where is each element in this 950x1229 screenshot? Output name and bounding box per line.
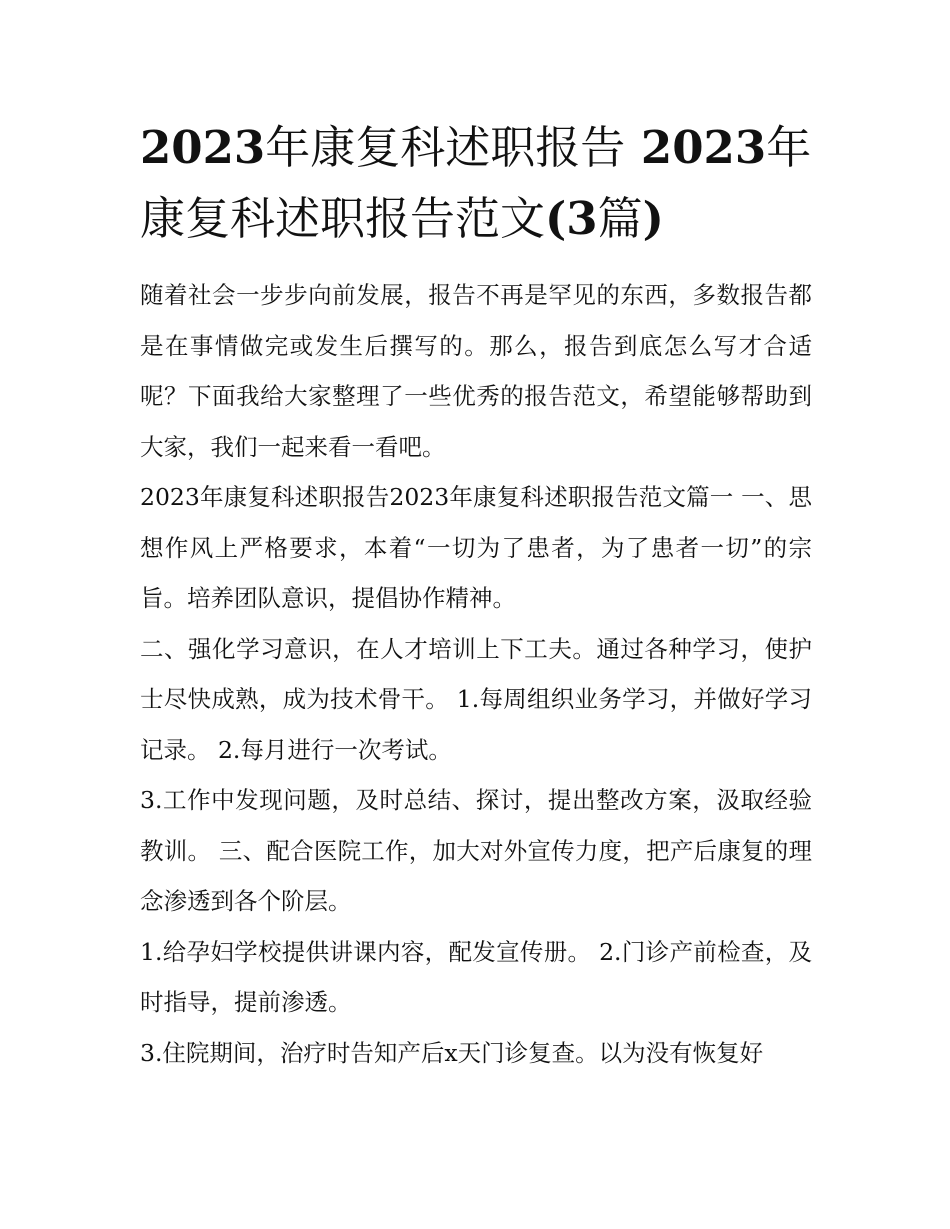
title-part: 2023: [140, 121, 266, 174]
title-part: (3: [545, 192, 598, 245]
document-title: [140, 112, 812, 254]
paragraph-section-two: 二、强化学习意识，在人才培训上下工夫。通过各种学习，使护士尽快成熟，成为技术骨干。 1.每周组织业务学习，并做好学习记录。 2.每月进行一次考试。: [140, 634, 812, 764]
paragraph-list-items: 1.给孕妇学校提供讲课内容，配发宣传册。 2.门诊产前检查，及时指导，提前渗透。: [140, 937, 812, 1016]
title-part: 2023: [625, 121, 767, 174]
title-part: 篇: [597, 192, 643, 245]
paragraph-section-one: 2023年康复科述职报告2023年康复科述职报告范文篇一 一、思想作风上严格要求，本着“一切为了患者，为了患者一切”的宗旨。培养团队意识，提倡协作精神。: [140, 483, 812, 612]
title-part: ): [642, 192, 664, 245]
paragraph-section-three: 3.工作中发现问题，及时总结、探讨，提出整改方案，汲取经验教训。 三、配合医院工作，加大对外宣传力度，把产后康复的理念渗透到各个阶层。: [140, 786, 812, 915]
paragraph-intro: 随着社会一步步向前发展，报告不再是罕见的东西，多数报告都是在事情做完或发生后撰写的。那么，报告到底怎么写才合适呢？下面我给大家整理了一些优秀的报告范文，希望能够帮助到大家，我们一起来看一看吧。: [140, 281, 812, 461]
title-part: 年康复科述职报告: [265, 121, 626, 174]
document-body: [140, 112, 812, 1078]
paragraph-hospital-stay: 3.住院期间，治疗时告知产后x天门诊复查。以为没有恢复好: [140, 1038, 764, 1067]
title-part: 年康复科述职报告范文: [140, 121, 812, 245]
